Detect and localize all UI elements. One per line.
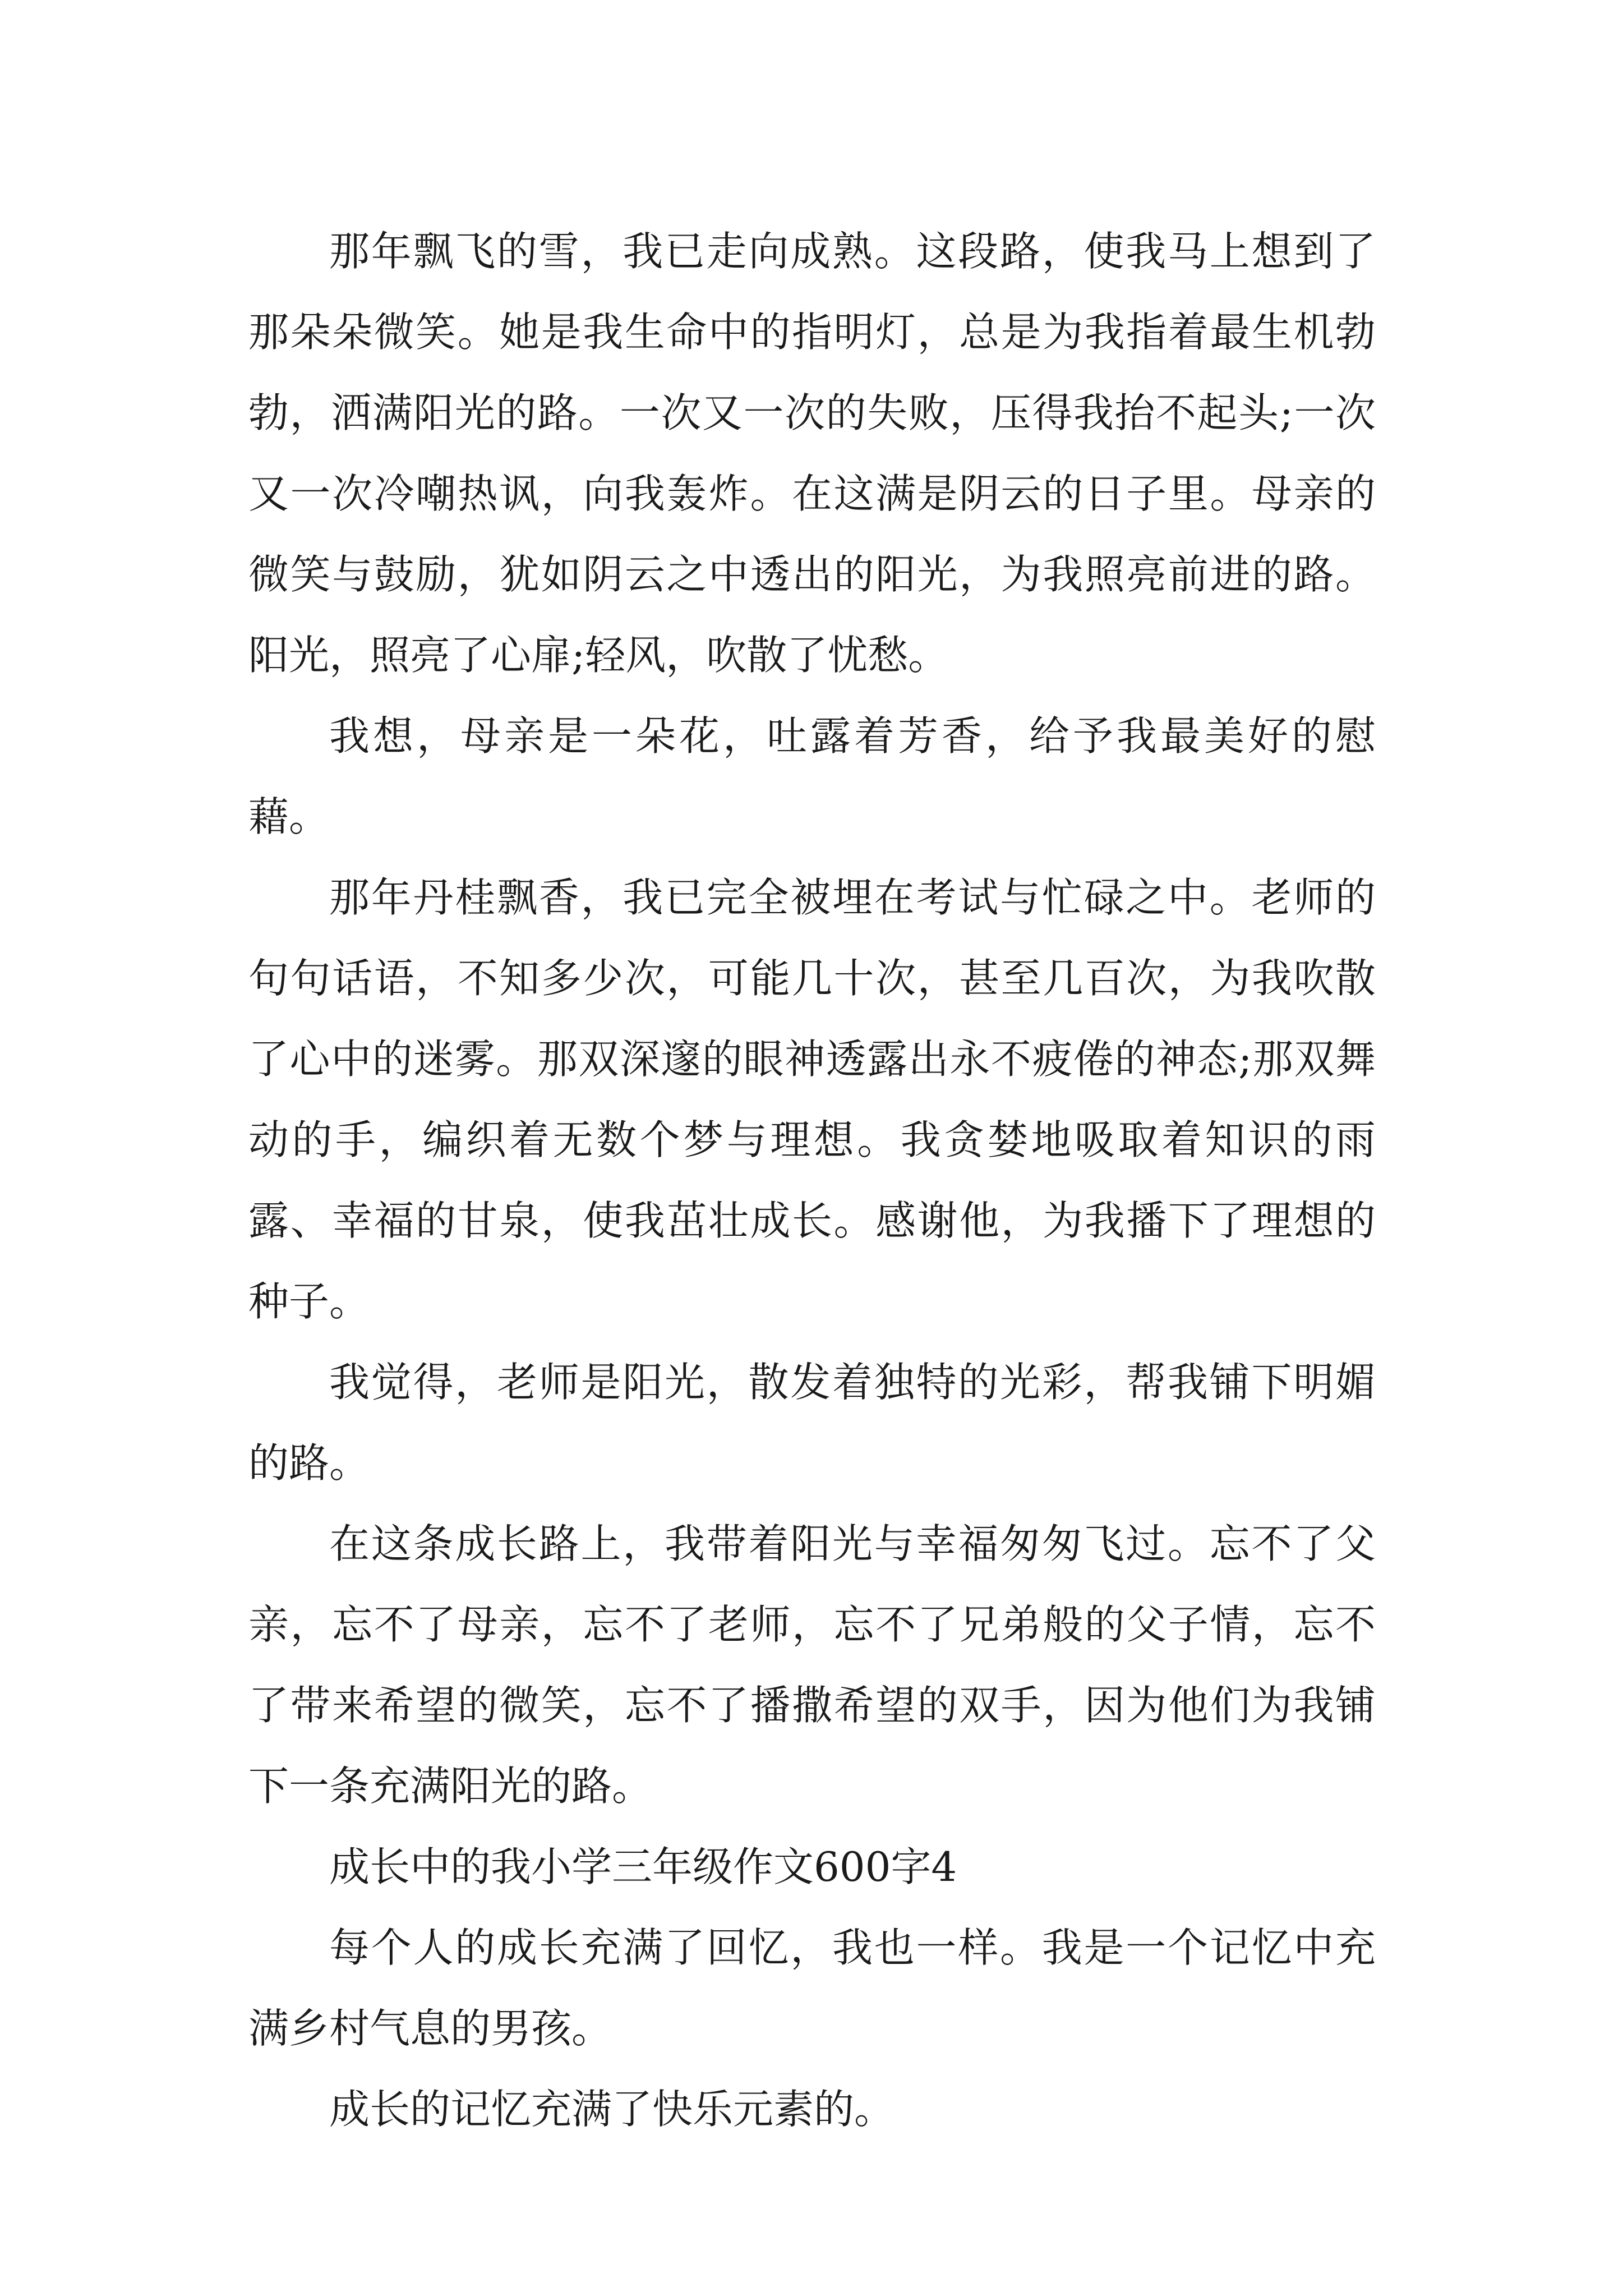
section-heading: 成长中的我小学三年级作文600字4 xyxy=(329,1843,957,1890)
document-body xyxy=(248,211,1376,2150)
paragraph-4: 我觉得，老师是阳光，散发着独特的光彩，帮我铺下明媚的路。 xyxy=(248,1359,1376,1487)
paragraph-2: 我想，母亲是一朵花，吐露着芳香，给予我最美好的慰藉。 xyxy=(248,712,1376,840)
paragraph-3: 那年丹桂飘香，我已完全被埋在考试与忙碌之中。老师的句句话语，不知多少次，可能几十次，甚至几百次，为我吹散了心中的迷雾。那双深邃的眼神透露出永不疲倦的神态;那双舞动的手，编织着无数个梦与理想。我贪婪地吸取着知识的雨露、幸福的甘泉，使我茁壮成长。感谢他，为我播下了理想的种子。 xyxy=(248,874,1376,1325)
paragraph-6: 每个人的成长充满了回忆，我也一样。我是一个记忆中充满乡村气息的男孩。 xyxy=(248,1924,1376,2052)
paragraph-1: 那年飘飞的雪，我已走向成熟。这段路，使我马上想到了那朵朵微笑。她是我生命中的指明灯，总是为我指着最生机勃勃，洒满阳光的路。一次又一次的失败，压得我抬不起头;一次又一次冷嘲热讽，向我轰炸。在这满是阴云的日子里。母亲的微笑与鼓励，犹如阴云之中透出的阳光，为我照亮前进的路。阳光，照亮了心扉;轻风，吹散了忧愁。 xyxy=(248,228,1376,679)
paragraph-7: 成长的记忆充满了快乐元素的。 xyxy=(329,2086,895,2133)
paragraph-5: 在这条成长路上，我带着阳光与幸福匆匆飞过。忘不了父亲，忘不了母亲，忘不了老师，忘不了兄弟般的父子情，忘不了带来希望的微笑，忘不了播撒希望的双手，因为他们为我铺下一条充满阳光的路。 xyxy=(248,1520,1376,1810)
